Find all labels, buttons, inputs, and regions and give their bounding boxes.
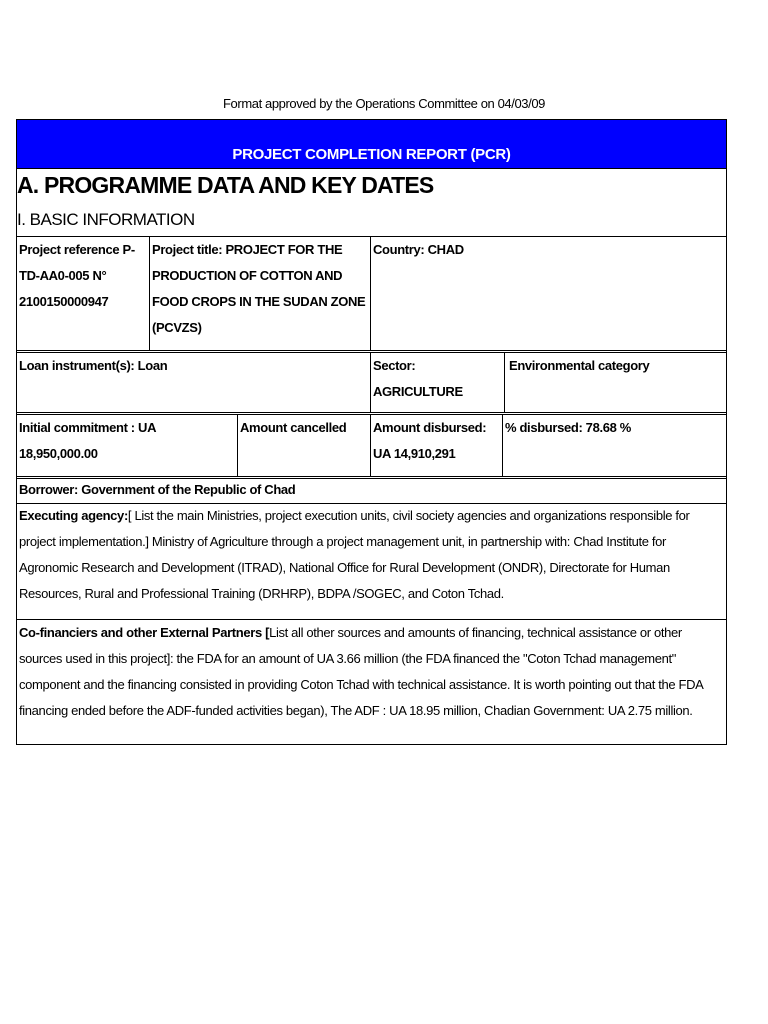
environmental-category: Environmental category [509,358,650,373]
borrower: Borrower: Government of the Republic of Chad [19,482,296,497]
loan-instrument: Loan instrument(s): Loan [19,358,168,373]
subsection-title: I. BASIC INFORMATION [17,210,195,229]
table-divider [16,412,727,413]
section-title: A. PROGRAMME DATA AND KEY DATES [17,172,434,198]
project-reference: Project reference P-TD-AA0-005 N° 2100150000947 [19,242,135,309]
executing-agency-label: Executing agency: [19,508,128,523]
cofinanciers [16,620,727,724]
percent-disbursed: % disbursed: 78.68 % [505,420,631,435]
format-approval-note: Format approved by the Operations Committee on 04/03/09 [223,96,545,111]
cofinanciers-text: List all other sources and amounts of financing, technical assistance or other sources used in this project]: the FDA for an amount of UA 3.66 million (the FDA financed the "Coton Tchad management" component and the financing consisted in providing Coton Tchad with technical assistance. It is worth pointing out that the FDA financing ended before the ADF-funded activities began), The ADF : UA 18.95 million, Chadian Government: UA 2.75 million. [19,625,703,718]
sector: Sector: AGRICULTURE [373,358,463,399]
table-border [16,744,727,745]
initial-commitment: Initial commitment : UA 18,950,000.00 [19,420,156,461]
report-title-banner: PROJECT COMPLETION REPORT (PCR) [16,119,727,169]
project-title: Project title: PROJECT FOR THE PRODUCTION OF COTTON AND FOOD CROPS IN THE SUDAN ZONE (PCVZS) [152,242,366,335]
executing-agency-text: [ List the main Ministries, project execution units, civil society agencies and organizations responsible for project implementation.] Ministry of Agriculture through a project management unit, in partnership with: Chad Institute for Agronomic Research and Development (ITRAD), National Office for Rural Development (ONDR), Directorate for Human Resources, Rural and Professional Training (DRHRP), BDPA /SOGEC, and Coton Tchad. [19,508,690,601]
table-divider [16,350,727,351]
cofinanciers-label: Co-financiers and other External Partners [ [19,625,270,640]
country: Country: CHAD [373,242,464,257]
amount-disbursed: Amount disbursed: UA 14,910,291 [373,420,487,461]
amount-cancelled: Amount cancelled [240,420,347,435]
executing-agency [16,503,727,607]
